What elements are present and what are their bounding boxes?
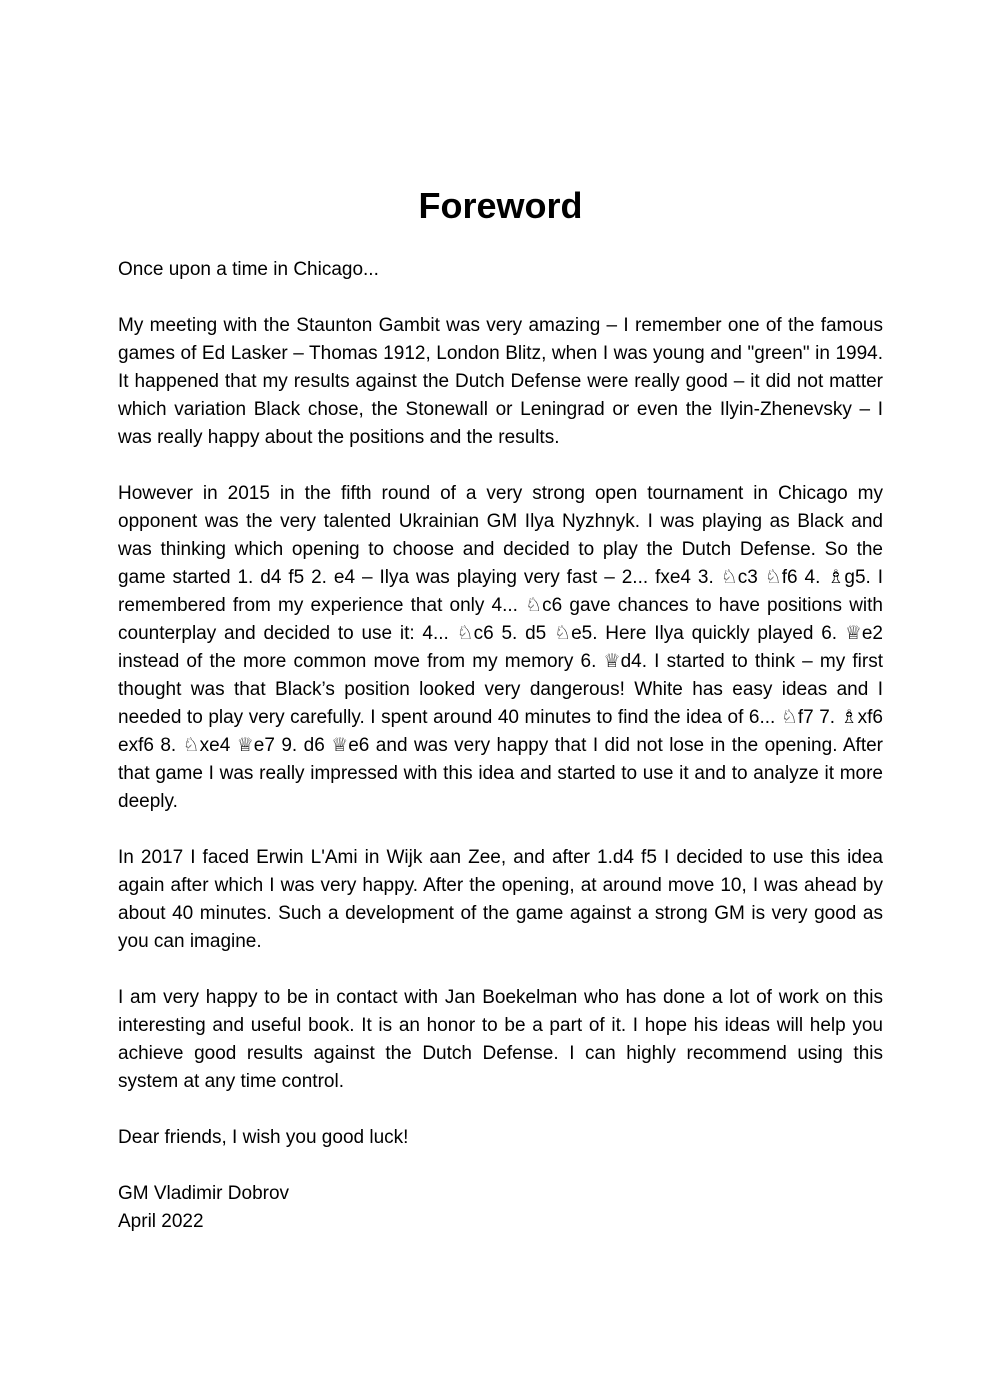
- paragraph-staunton-gambit: My meeting with the Staunton Gambit was very amazing – I remember one of the famous games of Ed Lasker – Thomas 1912, London Blitz, when I was young and "green" in 1994. It happened that my results against the Dutch Defense were really good – it did not matter which variation Black chose, the Stonewall or Leningrad or even the Ilyin-Zhenevsky – I was really happy about the positions and the results.: [118, 315, 883, 448]
- paragraph-book-recommendation: I am very happy to be in contact with Jan Boekelman who has done a lot of work on this interesting and useful book. It is an honor to be a part of it. I hope his ideas will help you achieve good results against the Dutch Defense. I can highly recommend using this system at any time control.: [118, 987, 883, 1092]
- signature-name: GM Vladimir Dobrov: [118, 1183, 290, 1204]
- signature-date: April 2022: [118, 1211, 204, 1232]
- paragraph-wijk-aan-zee: In 2017 I faced Erwin L'Ami in Wijk aan Zee, and after 1.d4 f5 I decided to use this idea again after which I was very happy. After the opening, at around move 10, I was ahead by about 40 minutes. Such a development of the game against a strong GM is very good as you can imagine.: [118, 847, 883, 952]
- signature-block: [118, 1180, 883, 1236]
- paragraph-intro: Once upon a time in Chicago...: [118, 259, 379, 280]
- paragraph-closing: Dear friends, I wish you good luck!: [118, 1127, 409, 1148]
- page-title: Foreword: [418, 185, 583, 226]
- paragraph-chicago-game: However in 2015 in the fifth round of a very strong open tournament in Chicago my opponent was the very talented Ukrainian GM Ilya Nyzhnyk. I was playing as Black and was thinking which opening to choose and decided to play the Dutch Defense. So the game started 1. d4 f5 2. e4 – Ilya was playing very fast – 2... fxe4 3. ♘c3 ♘f6 4. ♗g5. I remembered from my experience that only 4... ♘c6 gave chances to have positions with counterplay and decided to use it: 4... ♘c6 5. d5 ♘e5. Here Ilya quickly played 6. ♕e2 instead of the more common move from my memory 6. ♕d4. I started to think – my first thought was that Black’s position looked very dangerous! White has easy ideas and I needed to play very carefully. I spent around 40 minutes to find the idea of 6... ♘f7 7. ♗xf6 exf6 8. ♘xe4 ♕e7 9. d6 ♕e6 and was very happy that I did not lose in the opening. After that game I was really impressed with this idea and started to use it and to analyze it more deeply.: [118, 483, 883, 812]
- foreword-body: [118, 256, 883, 1236]
